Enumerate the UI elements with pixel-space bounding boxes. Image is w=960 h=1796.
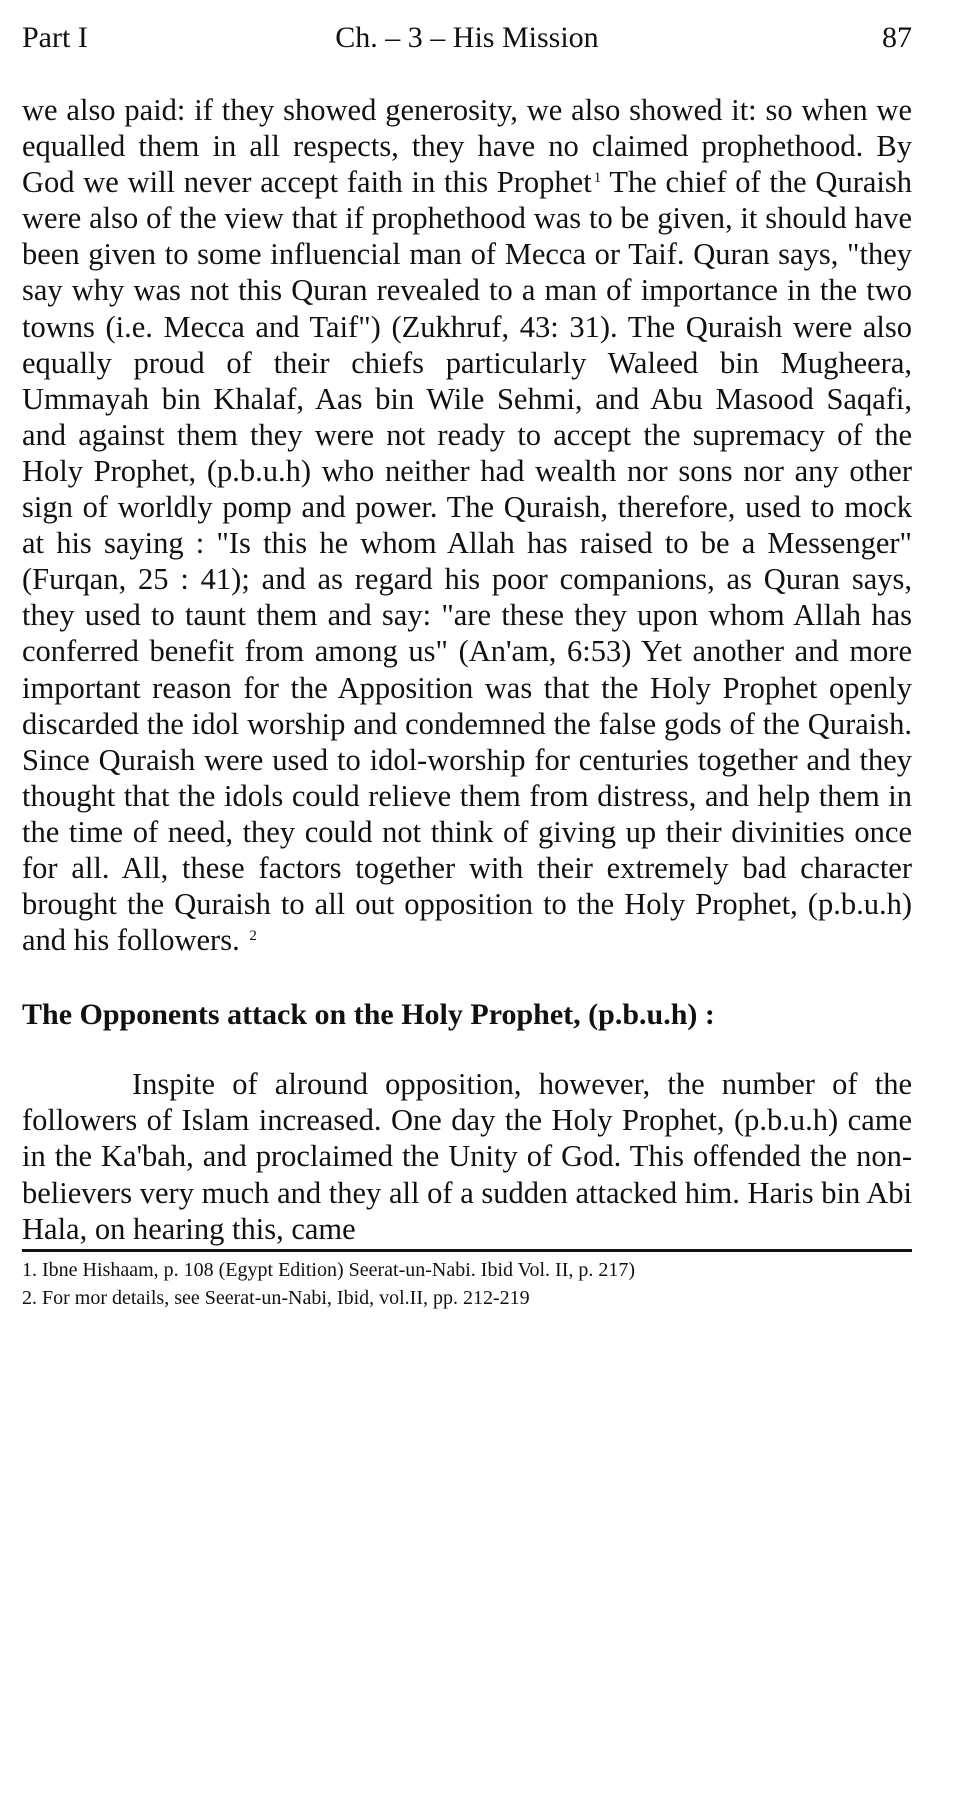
header-part-label: Part I	[22, 21, 88, 54]
footnote-ref-2: 2	[249, 928, 257, 945]
paragraph-1-text-b: The chief of the Quraish were also of the view that if prophethood was to be given, it should have been given to some influencial man of Mecca or Taif. Quran says, "they say why was not this Quran revealed to a man of importance in the two towns (i.e. Mecca and Taif") (Zukhruf, 43: 31). The Quraish were also equally proud of their chiefs particularly Waleed bin Mugheera, Ummayah bin Khalaf, Aas bin Wile Sehmi, and Abu Masood Saqafi, and against them they were not ready to accept the supremacy of the Holy Prophet, (p.b.u.h) who neither had wealth nor sons nor any other sign of worldly pomp and power. The Quraish, therefore, used to mock at his saying : "Is this he whom Allah has raised to be a Messenger" (Furqan, 25 : 41); and as regard his poor companions, as Quran says, they used to taunt them and say: "are these they upon whom Allah has conferred benefit from among us" (An'am, 6:53) Yet another and more important reason for the Apposition was that the Holy Prophet openly discarded the idol worship and condemned the false gods of the Quraish. Since Quraish were used to idol-worship for centuries together and they thought that the idols could relieve them from distress, and help them in the time of need, they could not think of giving up their divinities once for all. All, these factors together with their extremely bad character brought the Quraish to all out opposition to the Holy Prophet, (p.b.u.h) and his followers.	[22, 165, 912, 958]
header-chapter-title: Ch. – 3 – His Mission	[335, 21, 599, 54]
running-header	[22, 16, 912, 70]
section-heading: The Opponents attack on the Holy Prophet, (p.b.u.h) :	[22, 998, 715, 1032]
footnote-ref-1: 1	[593, 170, 602, 187]
body-paragraph-2: Inspite of alround opposition, however, the number of the followers of Islam increased. One day the Holy Prophet, (p.b.u.h) came in the Ka'bah, and proclaimed the Unity of God. This offended the non-believers very much and they all of a sudden attacked him. Haris bin Abi Hala, on hearing this, came	[22, 1067, 912, 1246]
footnote-2: 2. For mor details, see Seerat-un-Nabi, Ibid, vol.II, pp. 212-219	[22, 1286, 530, 1309]
footnotes	[22, 1249, 912, 1312]
page-number: 87	[882, 21, 912, 54]
body-paragraph-1	[22, 92, 912, 958]
footnote-1: 1. Ibne Hishaam, p. 108 (Egypt Edition) Seerat-un-Nabi. Ibid Vol. II, p. 217)	[22, 1258, 636, 1281]
paragraph-1-text-a: we also paid: if they showed generosity, we also showed it: so when we equalled them in all respects, they have no claimed prophethood. By God we will never accept faith in this Prophet	[22, 93, 912, 200]
